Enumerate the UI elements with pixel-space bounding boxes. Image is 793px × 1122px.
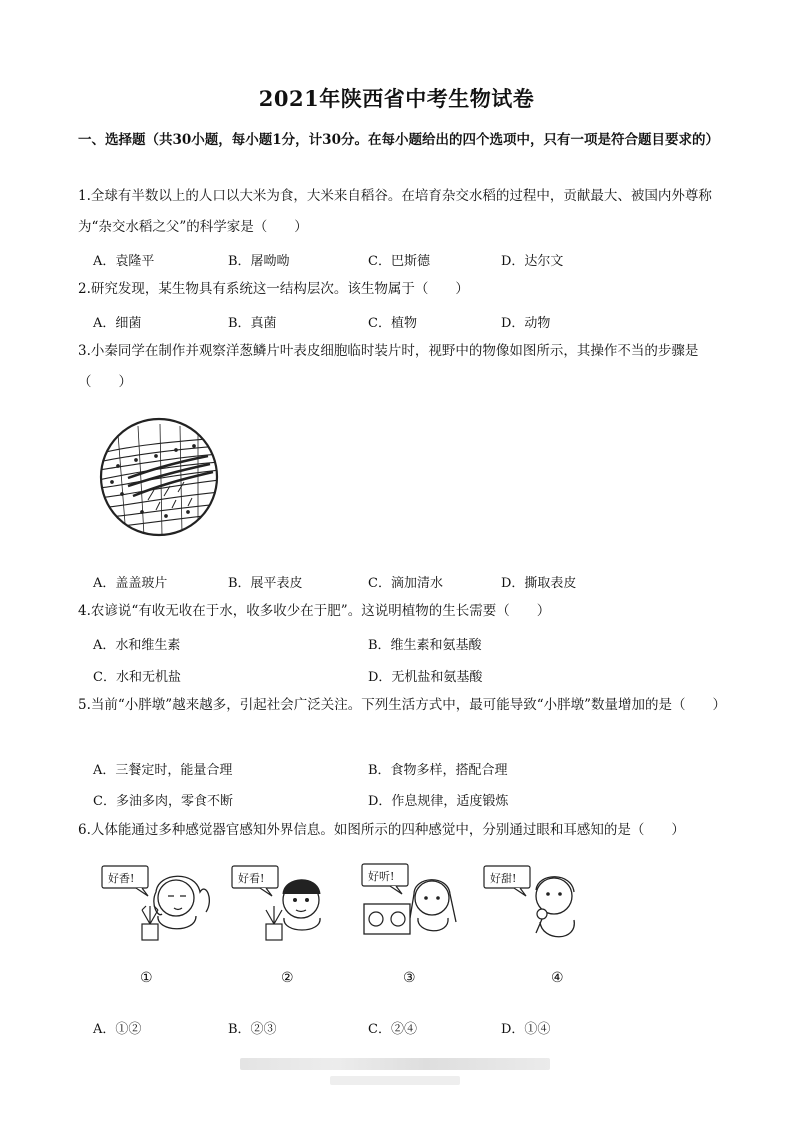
figure-label-1: ① — [140, 970, 153, 986]
option-a[interactable]: A．①② — [93, 1022, 142, 1037]
question-number: 5. — [78, 697, 91, 713]
option-b[interactable]: B．展平表皮 — [228, 576, 303, 591]
question-number: 4. — [78, 603, 91, 619]
question-6 — [78, 815, 728, 846]
question-number: 1. — [78, 188, 91, 204]
option-a[interactable]: A．水和维生素 — [93, 638, 181, 653]
option-d[interactable]: D．①④ — [501, 1022, 551, 1037]
option-b[interactable]: B．食物多样，搭配合理 — [368, 763, 508, 778]
question-text: 当前“小胖墩”越来越多，引起社会广泛关注。下列生活方式中，最可能导致“小胖墩”数量增加的是（ ） — [90, 697, 726, 713]
option-c[interactable]: C．②④ — [368, 1022, 417, 1037]
option-d[interactable]: D．撕取表皮 — [501, 576, 577, 591]
option-d[interactable]: D．达尔文 — [501, 254, 564, 269]
page-title: 2021年陕西省中考生物试卷 — [258, 86, 535, 111]
option-c[interactable]: C．多油多肉，零食不断 — [93, 794, 233, 809]
option-c[interactable]: C．滴加清水 — [368, 576, 443, 591]
option-c[interactable]: C．水和无机盐 — [93, 670, 181, 685]
panel-taste — [484, 866, 574, 937]
option-b[interactable]: B．真菌 — [228, 316, 277, 331]
panel-smell — [102, 866, 209, 940]
panel-sight — [232, 866, 320, 940]
option-d[interactable]: D．作息规律，适度锻炼 — [368, 794, 509, 809]
question-text: 全球有半数以上的人口以大米为食，大米来自稻谷。在培育杂交水稻的过程中，贡献最大、被国内外尊称为“杂交水稻之父”的科学家是（ ） — [78, 188, 712, 235]
senses-figure — [96, 852, 596, 992]
blurred-footer — [240, 1058, 550, 1070]
bubble-text-2: 好看! — [238, 872, 265, 885]
figure-label-4: ④ — [551, 970, 564, 986]
option-a[interactable]: A．细菌 — [93, 316, 142, 331]
question-text: 研究发现，某生物具有系统这一结构层次。该生物属于（ ） — [90, 281, 469, 297]
bubble-text-3: 好听! — [368, 870, 395, 883]
question-5 — [78, 690, 728, 721]
question-text: 小秦同学在制作并观察洋葱鳞片叶表皮细胞临时装片时，视野中的物像如图所示，其操作不当的步骤是（ ） — [78, 343, 699, 390]
question-number: 6. — [78, 822, 91, 838]
option-b[interactable]: B．维生素和氨基酸 — [368, 638, 482, 653]
option-d[interactable]: D．动物 — [501, 316, 551, 331]
option-c[interactable]: C．植物 — [368, 316, 417, 331]
question-text: 人体能通过多种感觉器官感知外界信息。如图所示的四种感觉中，分别通过眼和耳感知的是（ ） — [90, 822, 685, 838]
option-b[interactable]: B．屠呦呦 — [228, 254, 290, 269]
option-a[interactable]: A．三餐定时，能量合理 — [93, 763, 233, 778]
option-c[interactable]: C．巴斯德 — [368, 254, 430, 269]
question-text: 农谚说“有收无收在于水，收多收少在于肥”。这说明植物的生长需要（ ） — [90, 603, 551, 619]
options-q6 — [93, 1018, 713, 1037]
option-d[interactable]: D．无机盐和氨基酸 — [368, 670, 483, 685]
question-4 — [78, 596, 728, 627]
question-2 — [78, 274, 728, 305]
option-b[interactable]: B．②③ — [228, 1022, 277, 1037]
bubble-text-1: 好香! — [108, 872, 135, 885]
blurred-footer-line — [330, 1076, 460, 1085]
figure-label-3: ③ — [403, 970, 416, 986]
panel-hearing — [362, 864, 456, 934]
figure-label-2: ② — [281, 970, 294, 986]
question-3 — [78, 336, 728, 398]
question-number: 3. — [78, 343, 91, 359]
question-number: 2. — [78, 281, 91, 297]
option-a[interactable]: A．盖盖玻片 — [93, 576, 168, 591]
microscope-view-figure — [98, 416, 220, 538]
section-heading: 一、选择题（共30小题，每小题1分，计30分。在每小题给出的四个选项中，只有一项是符合题目要求的） — [78, 132, 719, 148]
question-1 — [78, 181, 728, 243]
option-a[interactable]: A．袁隆平 — [93, 254, 155, 269]
bubble-text-4: 好甜! — [490, 872, 517, 885]
